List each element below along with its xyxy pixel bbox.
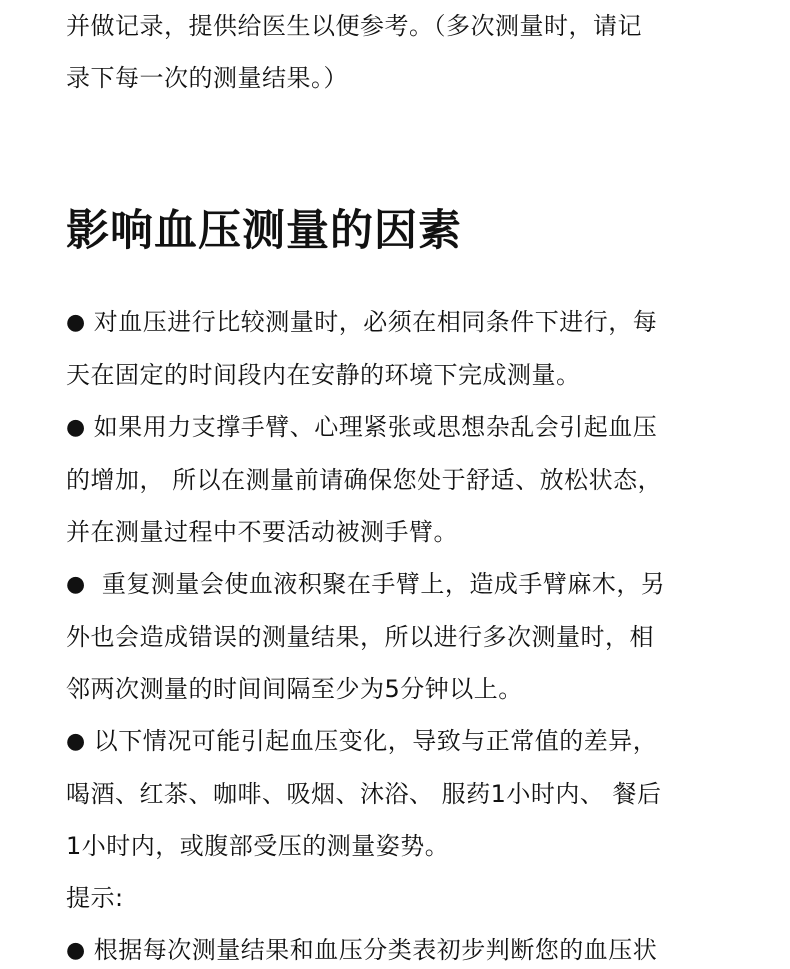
- tip-section: [66, 872, 726, 969]
- list-item-line: ● 以下情况可能引起血压变化，导致与正常值的差异，: [66, 727, 658, 755]
- intro-paragraph: [66, 0, 716, 104]
- intro-line: 并做记录，提供给医生以便参考。（多次测量时，请记: [66, 12, 642, 40]
- list-item-line: ● 如果用力支撑手臂、心理紧张或思想杂乱会引起血压: [66, 413, 658, 441]
- list-item: [66, 558, 726, 715]
- tip-label: 提示:: [66, 884, 124, 912]
- list-item-line: ● 对血压进行比较测量时，必须在相同条件下进行，每: [66, 308, 658, 336]
- intro-line: 录下每一次的测量结果。）: [66, 64, 348, 92]
- list-item-line: ● 重复测量会使血液积聚在手臂上，造成手臂麻木，另: [66, 570, 666, 598]
- list-item: [66, 296, 726, 401]
- bullet-icon: ●: [66, 572, 86, 597]
- bullet-icon: ●: [66, 415, 86, 440]
- list-item-line: ● 根据每次测量结果和血压分类表初步判断您的血压状: [66, 936, 658, 964]
- list-item-line: 外也会造成错误的测量结果，所以进行多次测量时，相: [66, 623, 654, 651]
- list-item-line: 并在测量过程中不要活动被测手臂。: [66, 518, 458, 546]
- section-heading: 影响血压测量的因素: [66, 206, 462, 256]
- bullet-icon: ●: [66, 729, 86, 754]
- list-item: [66, 401, 726, 558]
- list-item-line: 的增加， 所以在测量前请确保您处于舒适、放松状态，: [66, 466, 663, 494]
- factor-list: [66, 296, 726, 969]
- list-item: [66, 715, 726, 872]
- list-item-line: 喝酒、红茶、咖啡、吸烟、沐浴、 服药1小时内、 餐后: [66, 780, 662, 808]
- list-item-line: 邻两次测量的时间间隔至少为5分钟以上。: [66, 675, 523, 703]
- list-item-line: 天在固定的时间段内在安静的环境下完成测量。: [66, 361, 581, 389]
- bullet-icon: ●: [66, 310, 86, 335]
- list-item-line: 1小时内，或腹部受压的测量姿势。: [66, 832, 450, 860]
- bullet-icon: ●: [66, 938, 86, 963]
